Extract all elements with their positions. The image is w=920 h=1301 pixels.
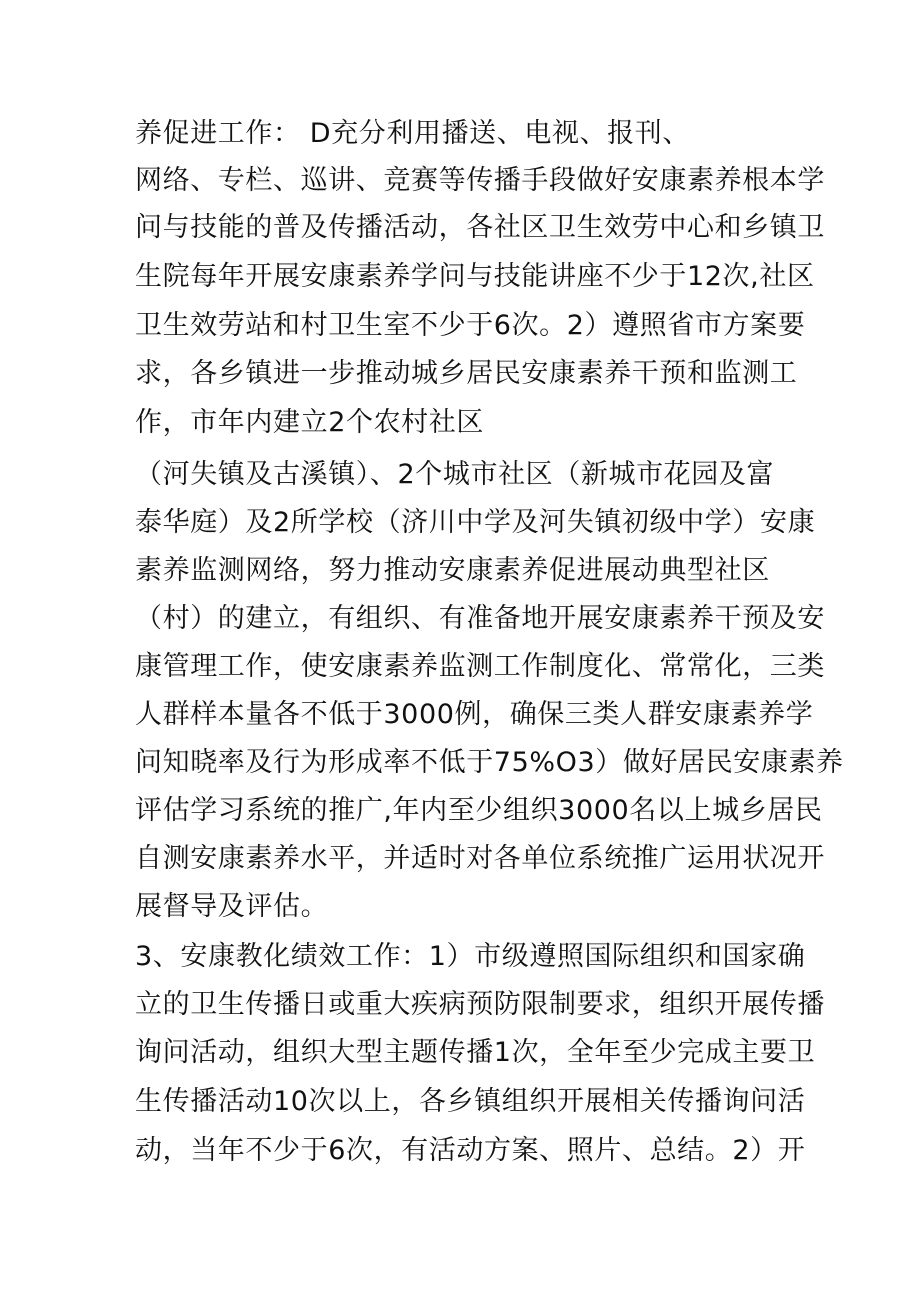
paragraph-line: 立的卫生传播日或重大疾病预防限制要求，组织开展传播	[135, 989, 825, 1020]
paragraph-line: （河失镇及古溪镇）、2个城市社区（新城市花园及富	[135, 459, 775, 490]
paragraph-line: 素养监测网络，努力推动安康素养促进展动典型社区	[135, 555, 770, 586]
paragraph-line: 生院每年开展安康素养学问与技能讲座不少于12次,社区	[135, 261, 815, 292]
paragraph-line: 问知晓率及行为形成率不低于75%O3）做好居民安康素养	[135, 747, 844, 778]
paragraph-line: 3、安康教化绩效工作：1）市级遵照国际组织和国家确	[135, 941, 806, 972]
paragraph-line: 养促进工作： D充分利用播送、电视、报刊、	[135, 118, 690, 149]
paragraph-line: 人群样本量各不低于3000例，确保三类人群安康素养学	[135, 699, 814, 730]
paragraph-line: 求，各乡镇进一步推动城乡居民安康素养干预和监测工	[135, 358, 798, 389]
paragraph-line: 评估学习系统的推广,年内至少组织3000名以上城乡居民	[135, 795, 823, 826]
paragraph-line: 动，当年不少于6次，有活动方案、照片、总结。2）开	[135, 1135, 806, 1166]
paragraph-line: 泰华庭）及2所学校（济川中学及河失镇初级中学）安康	[135, 507, 816, 538]
paragraph-line: 作，市年内建立2个农村社区	[135, 407, 484, 438]
paragraph-line: （村）的建立，有组织、有准备地开展安康素养干预及安	[135, 603, 825, 634]
paragraph-line: 卫生效劳站和村卫生室不少于6次。2）遵照省市方案要	[135, 310, 806, 341]
paragraph-line: 询问活动，组织大型主题传播1次，全年至少完成主要卫	[135, 1037, 816, 1068]
paragraph-line: 生传播活动10次以上，各乡镇组织开展相关传播询问活	[135, 1086, 806, 1117]
paragraph-line: 自测安康素养水平，并适时对各单位系统推广运用状况开	[135, 843, 825, 874]
paragraph-line: 问与技能的普及传播活动，各社区卫生效劳中心和乡镇卫	[135, 212, 825, 243]
paragraph-line: 康管理工作，使安康素养监测工作制度化、常常化，三类	[135, 651, 825, 682]
paragraph-line: 网络、专栏、巡讲、竞赛等传播手段做好安康素养根本学	[135, 165, 825, 196]
paragraph-line: 展督导及评估。	[135, 891, 329, 922]
